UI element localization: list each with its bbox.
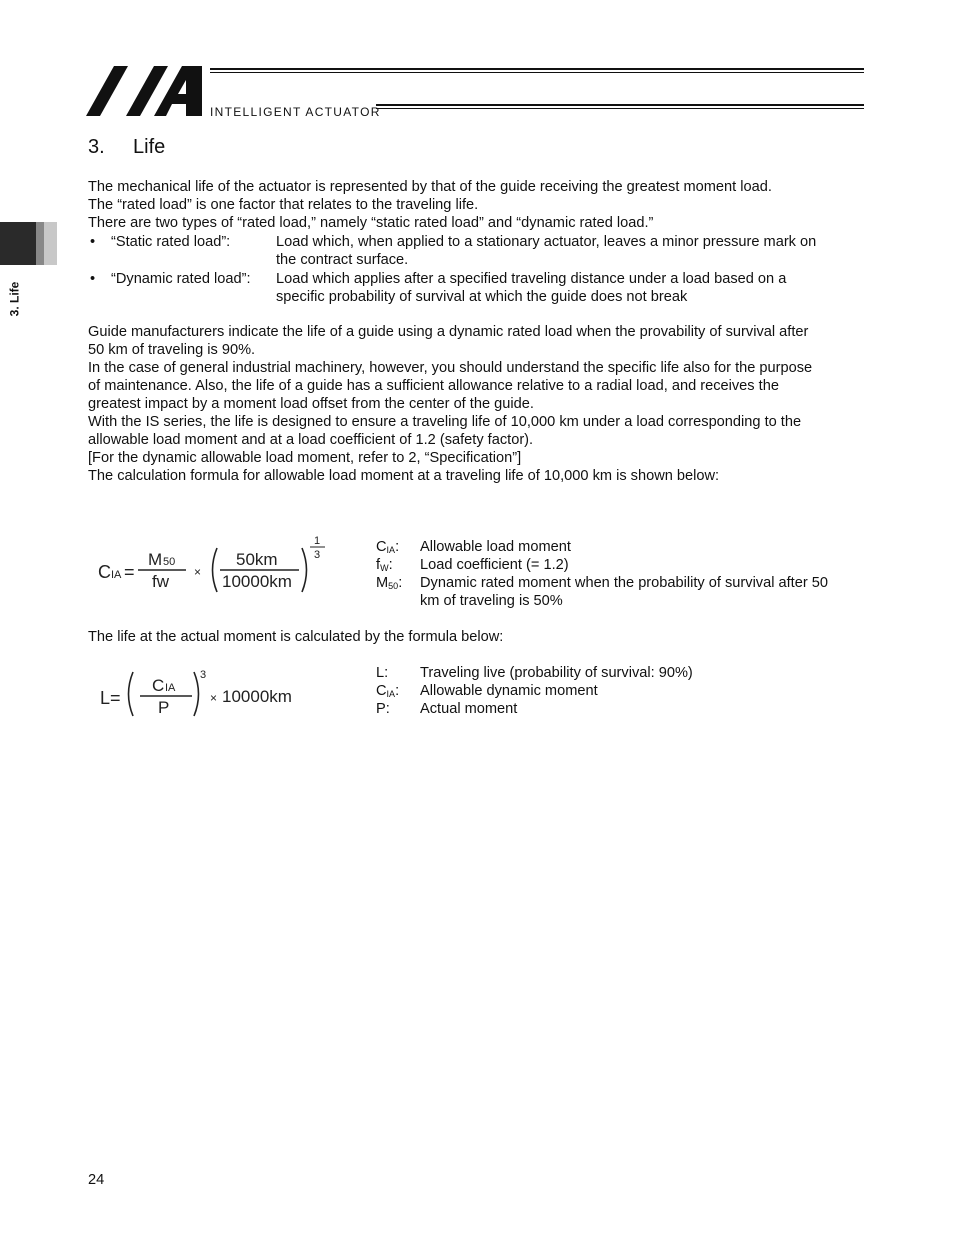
bullet-dot-2: • (90, 271, 96, 287)
bullet-desc-static-2: the contract surface. (276, 252, 409, 268)
paragraph-4-line-1: Guide manufacturers indicate the life of a guide using a dynamic rated load when the provability of survival after (88, 324, 809, 340)
f1-def-sym-cia: $C_{IA}$: (376, 539, 400, 555)
section-title: Life (133, 136, 166, 158)
section-number: 3. (88, 136, 105, 158)
f1-def-text-m50-line-1: Dynamic rated moment when the probability of survival after 50 (420, 575, 829, 591)
f2-def-sym-l: L: (376, 665, 389, 681)
formula-allowable-moment (96, 532, 336, 596)
header-rule-top (210, 68, 864, 70)
f2-tail: 10000km (222, 687, 292, 706)
f2-def-sym-cia: $C_{IA}$: (376, 683, 400, 699)
f1-def-text-m50-line-2: km of traveling is 50% (420, 593, 563, 609)
header-rule-top-thin (210, 72, 864, 73)
paragraph-2: The “rated load” is one factor that relates to the traveling life. (88, 197, 479, 213)
paragraph-7: [For the dynamic allowable load moment, refer to 2, “Specification”] (88, 450, 522, 466)
paragraph-9: The life at the actual moment is calculated by the formula below: (88, 629, 504, 645)
side-tab-mid (36, 222, 44, 265)
header-rule-bottom (376, 104, 864, 106)
paragraph-4-line-2: 50 km of traveling is 90%. (88, 342, 256, 358)
f1-def-text-cia: Allowable load moment (420, 539, 571, 555)
f1-def-sym-fw: $f_W$: (376, 557, 393, 573)
page-number: 24 (88, 1172, 105, 1188)
f2-exponent: 3 (200, 669, 207, 681)
f1-right-paren (302, 548, 307, 592)
paragraph-5-line-1: In the case of general industrial machinery, however, you should understand the specific life also for the purpose (88, 360, 813, 376)
paragraph-3: There are two types of “rated load,” namely “static rated load” and “dynamic rated load.” (88, 215, 654, 231)
f2-numerator-sub: IA (165, 682, 176, 694)
paragraph-8: The calculation formula for allowable load moment at a traveling life of 10,000 km is shown below: (88, 468, 720, 484)
paragraph-1: The mechanical life of the actuator is represented by that of the guide receiving the greatest moment load. (88, 179, 772, 195)
f2-denominator: P (158, 698, 170, 717)
f2-def-sym-p: P: (376, 701, 390, 717)
bullet-term-static: “Static rated load”: (111, 234, 231, 250)
f2-left-paren (129, 672, 134, 716)
paragraph-6-line-1: With the IS series, the life is designed to ensure a traveling life of 10,000 km under a load corresponding to the (88, 414, 802, 430)
paragraph-5-line-2: of maintenance. Also, the life of a guide has a sufficient allowance relative to a radial load, and receives the (88, 378, 779, 394)
paragraph-6-line-2: allowable load moment and at a load coefficient of 1.2 (safety factor). (88, 432, 534, 448)
f2-def-text-cia: Allowable dynamic moment (420, 683, 598, 699)
bullet-desc-dynamic-2: specific probability of survival at which the guide does not break (276, 289, 688, 305)
f1-inner-denominator: 10000km (222, 572, 292, 591)
f2-times: × (210, 691, 218, 705)
f1-inner-numerator: 50km (236, 550, 278, 569)
f1-lhs-sub: IA (111, 569, 122, 581)
f2-numerator: C (152, 676, 165, 695)
f1-def-text-fw: Load coefficient (= 1.2) (420, 557, 569, 573)
f2-def-text-l: Traveling live (probability of survival: 90%) (420, 665, 693, 681)
bullet-desc-static-1: Load which, when applied to a stationary actuator, leaves a minor pressure mark on (276, 234, 817, 250)
side-tab-label: 3. Life (7, 281, 22, 317)
f1-numerator-sub: 50 (163, 556, 176, 568)
f1-exponent-denominator: 3 (314, 549, 321, 561)
f1-equals: = (124, 562, 135, 582)
header-rule-bottom-thin (376, 108, 864, 109)
f2-right-paren (194, 672, 199, 716)
iai-logo (86, 64, 208, 118)
f1-lhs: C (98, 562, 111, 582)
formula-life (98, 664, 318, 720)
f1-left-paren (213, 548, 218, 592)
f2-lhs: L= (100, 688, 121, 708)
f2-def-text-p: Actual moment (420, 701, 518, 717)
f1-numerator: M (148, 550, 163, 569)
f1-times: × (194, 565, 202, 579)
paragraph-5-line-3: greatest impact by a moment load offset from the center of the guide. (88, 396, 534, 412)
f1-denominator: fw (152, 572, 169, 591)
bullet-term-dynamic: “Dynamic rated load”: (111, 271, 251, 287)
bullet-desc-dynamic-1: Load which applies after a specified traveling distance under a load based on a (276, 271, 787, 287)
brand-text: INTELLIGENT ACTUATOR (210, 105, 381, 119)
f1-def-sym-m50: $M_{50}$: (376, 575, 403, 591)
side-tab-light (44, 222, 57, 265)
side-tab-dark (0, 222, 36, 265)
f1-exponent-numerator: 1 (314, 535, 321, 547)
bullet-dot-1: • (90, 234, 96, 250)
